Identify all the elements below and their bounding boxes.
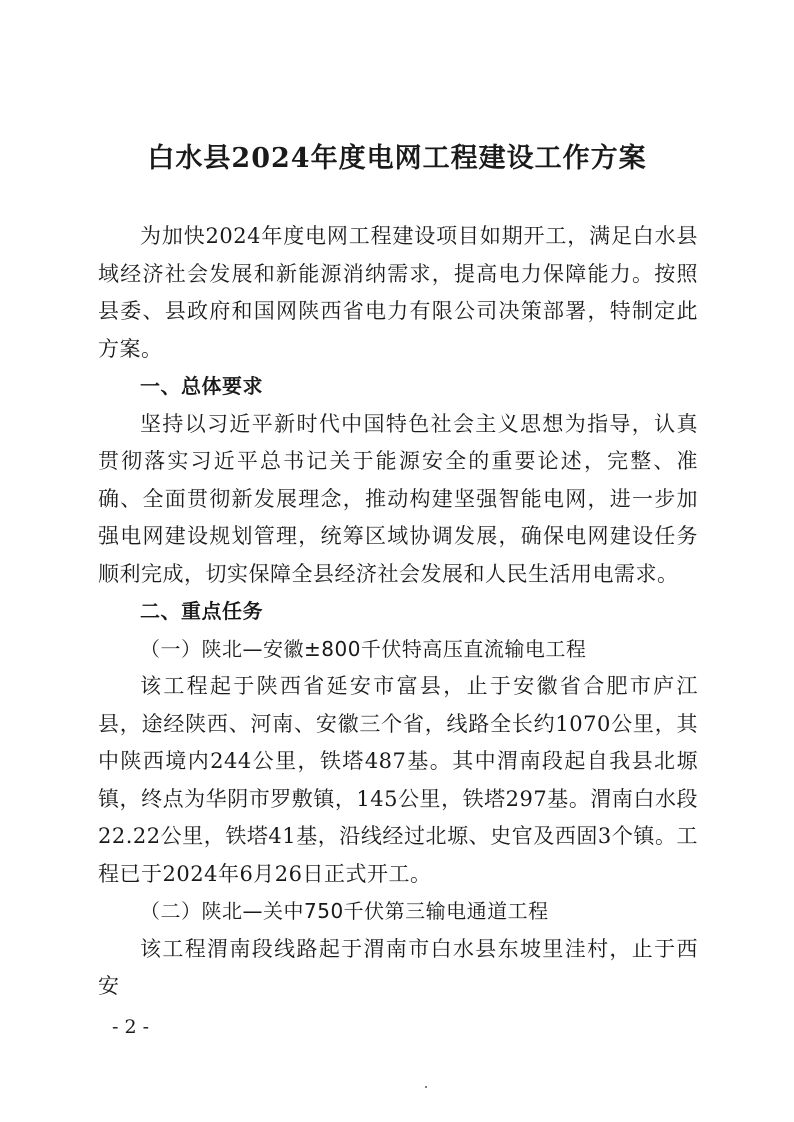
page-number: - 2 - bbox=[112, 1016, 150, 1038]
general-requirements-paragraph: 坚持以习近平新时代中国特色社会主义思想为指导，认真贯彻落实习近平总书记关于能源安全的重要论述，完整、准确、全面贯彻新发展理念，推动构建坚强智能电网，进一步加强电网建设规划管理，统筹区域协调发展，确保电网建设任务顺利完成，切实保障全县经济社会发展和人民生活用电需求。 bbox=[98, 411, 698, 586]
subheading-shanbei-guanzhong-project: （二）陕北—关中750千伏第三输电通道工程 bbox=[140, 899, 549, 923]
shanbei-guanzhong-project-paragraph: 该工程渭南段线路起于渭南市白水县东坡里洼村，止于西安 bbox=[98, 936, 698, 998]
shanbei-anhui-project-paragraph: 该工程起于陕西省延安市富县，止于安徽省合肥市庐江县，途经陕西、河南、安徽三个省，线路全长约1070公里，其中陕西境内244公里，铁塔487基。其中渭南段起自我县北塬镇，终点为华阴市罗敷镇，145公里，铁塔297基。渭南白水段22.22公里，铁塔41基，沿线经过北塬、史官及西固3个镇。工程已于2024年6月26日正式开工。 bbox=[98, 674, 698, 886]
document-body bbox=[98, 218, 698, 1006]
intro-paragraph: 为加快2024年度电网工程建设项目如期开工，满足白水县域经济社会发展和新能源消纳需求，提高电力保障能力。按照县委、县政府和国网陕西省电力有限公司决策部署，特制定此方案。 bbox=[98, 224, 698, 361]
scan-speck bbox=[425, 1086, 427, 1088]
subheading-shanbei-anhui-project: （一）陕北—安徽±800千伏特高压直流输电工程 bbox=[140, 636, 587, 661]
document-title: 白水县2024年度电网工程建设工作方案 bbox=[147, 143, 647, 174]
section-heading-general-requirements: 一、总体要求 bbox=[140, 374, 263, 398]
section-heading-key-tasks: 二、重点任务 bbox=[140, 599, 263, 623]
